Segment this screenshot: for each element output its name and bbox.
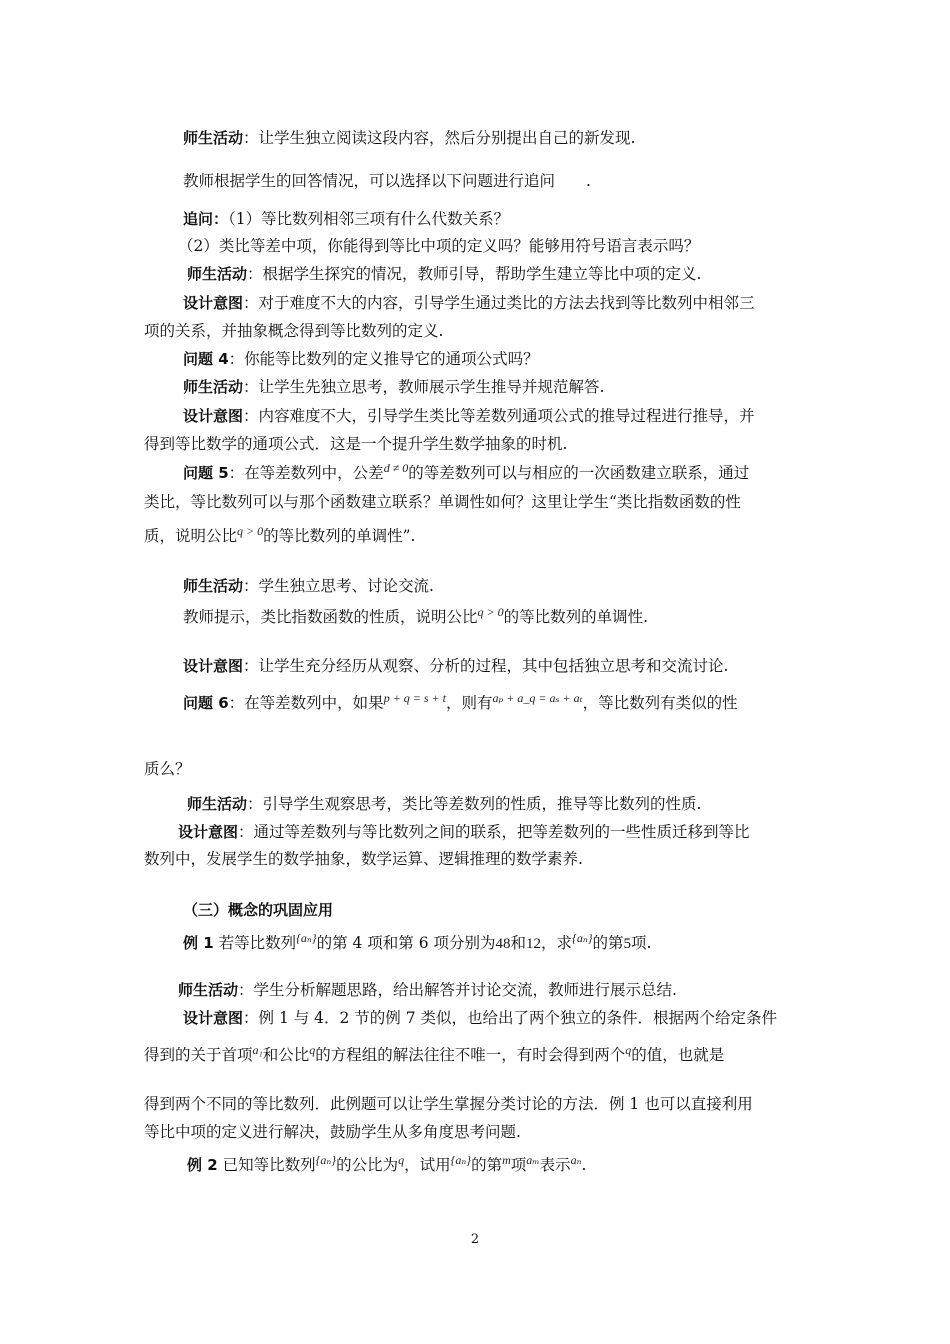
paragraph-line: 师生活动：学生分析解题思路，给出解答并讨论交流，教师进行展示总结. bbox=[178, 981, 677, 999]
paragraph-line: 得到的关于首项$^{a_1}$和公比$^q$的方程组的解法往往不唯一，有时会得到两个$^q$的值，也就是 bbox=[144, 1043, 725, 1064]
paragraph-line: 项的关系，并抽象概念得到等比数列的定义. bbox=[144, 322, 444, 340]
paragraph-line: 问题 4：你能等比数列的定义推导它的通项公式吗？ bbox=[183, 350, 539, 368]
math-formula: aₘ bbox=[526, 1153, 540, 1167]
paragraph-line: （2）类比等差中项，你能得到等比中项的定义吗？能够用符号语言表示吗？ bbox=[178, 237, 700, 255]
math-formula: {aₙ} bbox=[450, 1153, 472, 1167]
paragraph-line: 设计意图：例 1 与 4．2 节的例 7 类似，也给出了两个独立的条件．根据两个给定条件 bbox=[183, 1009, 778, 1027]
bold-label: 师生活动 bbox=[183, 129, 244, 147]
paragraph-line: 问题 6：在等差数列中，如果$^{p + q = s + t}$，则有$^{a_p + a\_q = a_s + a_t}$，等比数列有类似的性 bbox=[183, 691, 738, 712]
section-heading: （三）概念的巩固应用 bbox=[183, 901, 334, 919]
math-formula: aₙ bbox=[570, 1153, 582, 1167]
bold-label: 问题 5 bbox=[183, 464, 229, 482]
paragraph-line: 得到等比数学的通项公式．这是一个提升学生数学抽象的时机. bbox=[144, 435, 568, 453]
paragraph-line: 设计意图：让学生充分经历从观察、分析的过程，其中包括独立思考和交流讨论. bbox=[183, 657, 729, 675]
bold-label: 设计意图 bbox=[183, 657, 244, 675]
bold-label: 问题 4 bbox=[183, 350, 229, 368]
paragraph-line: 设计意图：通过等差数列与等比数列之间的联系，把等差数列的一些性质迁移到等比 bbox=[178, 823, 750, 841]
math-formula: {aₙ} bbox=[572, 931, 593, 945]
math-formula: q bbox=[309, 1043, 316, 1057]
math-formula: q > 0 bbox=[477, 605, 504, 619]
paragraph-line: 师生活动：学生独立思考、讨论交流. bbox=[183, 577, 434, 595]
paragraph-line: 数列中，发展学生的数学抽象，数学运算、逻辑推理的数学素养. bbox=[144, 850, 583, 868]
bold-label: 设计意图 bbox=[183, 294, 244, 312]
bold-label: 师生活动 bbox=[187, 795, 248, 813]
bold-label: 例 2 bbox=[187, 1156, 218, 1174]
paragraph-line: 设计意图：对于难度不大的内容，引导学生通过类比的方法去找到等比数列中相邻三 bbox=[183, 294, 755, 312]
paragraph-line: 例 2 已知等比数列$^{\{a_n\}}$的公比为$^q$，试用$^{\{a_n\}}$的第$^m$项$^{a_m}$表示$^{a_n}$. bbox=[187, 1153, 587, 1174]
bold-label: 师生活动 bbox=[183, 577, 244, 595]
paragraph-line: 师生活动：根据学生探究的情况，教师引导，帮助学生建立等比中项的定义. bbox=[187, 265, 702, 283]
paragraph-line: 得到两个不同的等比数列．此例题可以让学生掌握分类讨论的方法．例 1 也可以直接利用 bbox=[144, 1095, 753, 1113]
paragraph-line: 类比，等比数列可以与那个函数建立联系？单调性如何？这里让学生“类比指数函数的性 bbox=[144, 493, 741, 511]
math-formula: d ≠ 0 bbox=[383, 461, 409, 475]
bold-label: 师生活动 bbox=[178, 981, 239, 999]
paragraph-line: 设计意图：内容难度不大，引导学生类比等差数列通项公式的推导过程进行推导，并 bbox=[183, 407, 755, 425]
page-number: 2 bbox=[470, 1232, 480, 1247]
bold-label: 师生活动 bbox=[187, 265, 248, 283]
bold-label: 追问： bbox=[183, 210, 229, 228]
math-formula: {aₙ} bbox=[296, 931, 317, 945]
bold-label: 例 1 bbox=[183, 934, 214, 952]
math-formula: q bbox=[398, 1153, 405, 1167]
paragraph-line: 例 1 若等比数列$^{\{a_n\}}$的第 4 项和第 6 项分别为48和12，求$^{\{a_n\}}$的第5项. bbox=[183, 931, 652, 952]
bold-label: 问题 6 bbox=[183, 694, 229, 712]
paragraph-line: 师生活动：让学生先独立思考，教师展示学生推导并规范解答. bbox=[183, 378, 605, 396]
math-formula: a₁ bbox=[252, 1043, 263, 1057]
math-formula: aₚ + a_q = aₛ + aₜ bbox=[492, 691, 583, 705]
paragraph-line: 质，说明公比$^{q > 0}$的等比数列的单调性”. bbox=[144, 524, 416, 545]
bold-label: 设计意图 bbox=[183, 1009, 244, 1027]
paragraph-line: 教师提示，类比指数函数的性质，说明公比$^{q > 0}$的等比数列的单调性. bbox=[183, 605, 649, 626]
paragraph-line: 等比中项的定义进行解决，鼓励学生从多角度思考问题. bbox=[144, 1123, 521, 1141]
math-formula: q > 0 bbox=[237, 524, 264, 538]
math-formula: m bbox=[502, 1153, 511, 1167]
math-formula: q bbox=[625, 1043, 632, 1057]
bold-label: 设计意图 bbox=[178, 823, 239, 841]
paragraph-line: 追问：（1）等比数列相邻三项有什么代数关系？ bbox=[183, 210, 510, 228]
paragraph-line: 问题 5：在等差数列中，公差$^{d \ne 0}$的等差数列可以与相应的一次函数建立联系，通过 bbox=[183, 461, 750, 482]
paragraph-line: 师生活动：引导学生观察思考，类比等差数列的性质，推导等比数列的性质. bbox=[187, 795, 702, 813]
bold-label: 设计意图 bbox=[183, 407, 244, 425]
paragraph-line: 师生活动：让学生独立阅读这段内容，然后分别提出自己的新发现. bbox=[183, 129, 636, 147]
bold-label: 师生活动 bbox=[183, 378, 244, 396]
paragraph-line: 教师根据学生的回答情况，可以选择以下问题进行追问 . bbox=[183, 172, 591, 190]
math-formula: p + q = s + t bbox=[383, 691, 446, 705]
paragraph-line: 质么？ bbox=[144, 760, 191, 778]
math-formula: {aₙ} bbox=[315, 1153, 337, 1167]
